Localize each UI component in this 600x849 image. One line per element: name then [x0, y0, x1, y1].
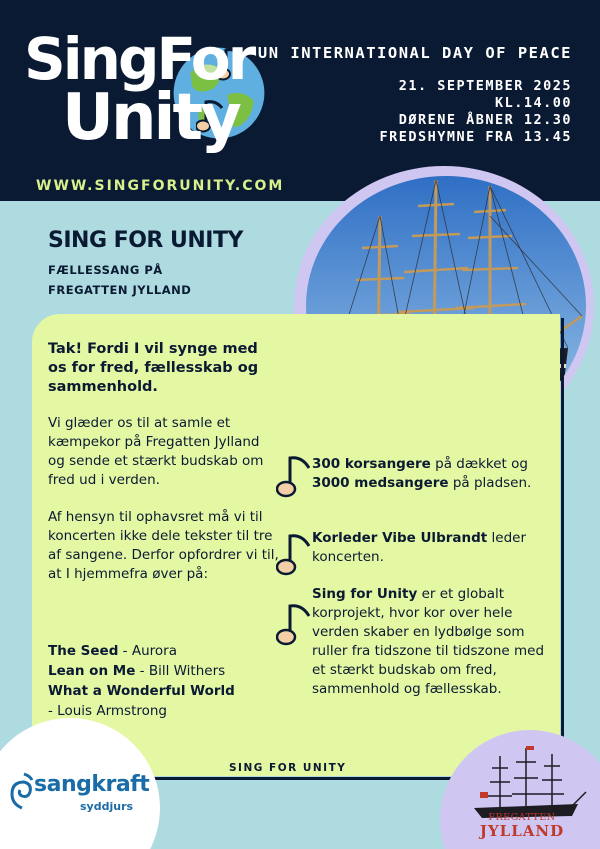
music-note-icon [276, 452, 312, 498]
swirl-icon [8, 770, 36, 810]
fact-project [312, 585, 552, 699]
event-hymn: FREDSHYMNE FRA 13.45 [379, 129, 572, 145]
sing-for-unity-logo [20, 25, 280, 162]
sangkraft-logo [8, 764, 150, 818]
fact-text: på pladsen. [448, 475, 532, 491]
fact-text: er et globalt korprojekt, hvor kor over hele verden skaber en lydbølge som ruller fra tidszone til tidszone med et stærkt budskab om fred, sammenhold og fællesskab. [312, 586, 545, 697]
logo-text-line1: SingFor [24, 25, 254, 93]
song-title: What a Wonderful World [48, 683, 235, 699]
fact-conductor [312, 529, 552, 567]
paragraph-1: Vi glæder os til at samle et kæmpekor på Fregatten Jylland og sende et stærkt budskab om fred ud i verden. [48, 415, 264, 488]
event-details [258, 44, 572, 146]
subtitle-line2: FREGATTEN JYLLAND [48, 283, 192, 297]
page-title: SING FOR UNITY [48, 228, 243, 253]
sangkraft-subtitle: syddjurs [80, 800, 134, 813]
logo-text-line2: Unity [62, 81, 239, 155]
list-item [48, 641, 288, 661]
fregatten-logo-line2: JYLLAND [479, 822, 565, 840]
fact-singers [312, 455, 552, 493]
fact-bold: Sing for Unity [312, 586, 418, 602]
event-date: 21. SEPTEMBER 2025 [398, 78, 572, 94]
event-headline: UN INTERNATIONAL DAY OF PEACE [257, 44, 572, 62]
song-list [48, 641, 288, 721]
fact-bold: 3000 medsangere [312, 475, 449, 491]
footer-label: SING FOR UNITY [229, 762, 347, 774]
fregatten-logo-line1: FREGATTEN [488, 812, 556, 823]
website-link[interactable]: WWW.SINGFORUNITY.COM [36, 178, 285, 194]
fact-text: på dækket og [430, 456, 528, 472]
song-title: Lean on Me [48, 663, 136, 679]
song-title: The Seed [48, 643, 119, 659]
fact-bold: Korleder Vibe Ulbrandt [312, 530, 488, 546]
music-note-icon [276, 530, 312, 576]
subtitle-line1: FÆLLESSANG PÅ [48, 263, 163, 277]
intro-text: Tak! Fordi I vil synge med os for fred, fællesskab og sammenhold. [48, 341, 259, 395]
event-time: KL.14.00 [494, 95, 572, 111]
song-artist: - Aurora [122, 643, 177, 659]
sangkraft-name: sangkraft [34, 772, 150, 797]
list-item [48, 701, 288, 721]
paragraph-2: Af hensyn til ophavsret må vi til koncerten ikke dele tekster til tre af sangene. Derfor opfordrer vi til, at I hjemmefra øver på: [48, 509, 279, 582]
song-artist: - Louis Armstrong [48, 703, 168, 719]
fact-bold: 300 korsangere [312, 456, 431, 472]
fact-text: leder koncerten. [312, 530, 527, 565]
event-doors: DØRENE ÅBNER 12.30 [398, 112, 572, 128]
song-artist: - Bill Withers [139, 663, 226, 679]
list-item [48, 681, 288, 701]
music-note-icon [276, 600, 312, 646]
page-subtitle [48, 260, 191, 300]
list-item [48, 661, 288, 681]
